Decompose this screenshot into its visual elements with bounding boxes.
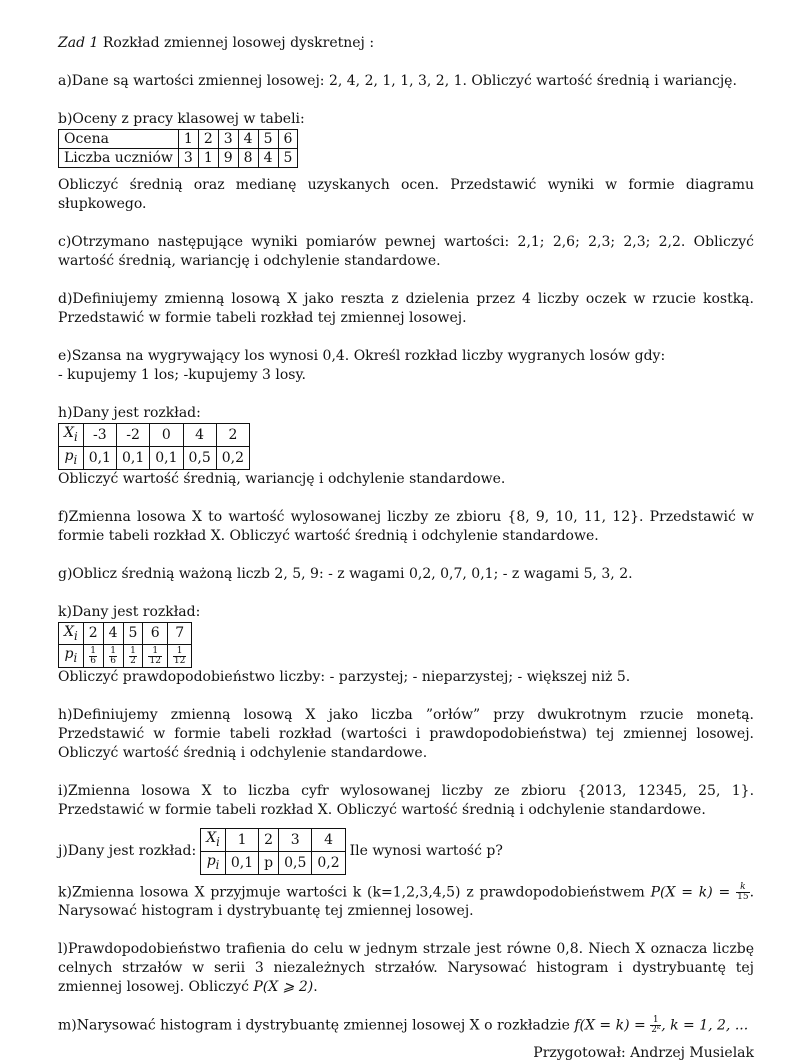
table-cell: 2: [216, 424, 249, 447]
table-cell: 4: [183, 424, 216, 447]
math-formula: f(X = k) =: [574, 1017, 651, 1034]
task-j-question: Ile wynosi wartość p?: [349, 843, 503, 860]
table-cell: 5: [258, 130, 278, 149]
fraction: $\frac{1}{\text{2ᵏ}}$: [651, 1015, 661, 1036]
table-row: [59, 149, 298, 168]
table-cell: 0,1: [150, 446, 183, 469]
zad-label: Zad 1: [58, 35, 99, 51]
table-cell: 8: [238, 149, 258, 168]
table-cell: p: [259, 851, 279, 874]
table-cell: 0,1: [225, 851, 258, 874]
table-row: [201, 829, 345, 852]
table-cell: 4: [238, 130, 258, 149]
title-text: Rozkład zmiennej losowej dyskretnej :: [98, 35, 375, 51]
table-cell: [143, 645, 167, 668]
table-cell: 3: [218, 130, 238, 149]
table-cell: 9: [218, 149, 238, 168]
table-cell: -3: [83, 424, 116, 447]
table-cell: 5: [278, 149, 298, 168]
distribution-table-j: [200, 828, 345, 875]
table-cell: 2: [259, 829, 279, 852]
table-row-label: Ocena: [59, 130, 179, 149]
table-row: [59, 645, 192, 668]
table-row: [201, 851, 345, 874]
grades-table: [58, 129, 298, 168]
table-cell: 2: [198, 130, 218, 149]
task-h2: h)Definiujemy zmienną losową X jako liczba ”orłów” przy dwukrotnym rzucie monetą. Przedstawić w formie tabeli rozkład (wartości i prawdopodobieństwa) tej zmiennej losowej. Obliczyć wartość średnią i odchylenie standardowe.: [58, 707, 754, 762]
task-i: i)Zmienna losowa X to liczba cyfr wylosowanej liczby ze zbioru {2013, 12345, 25, 1}. Przedstawić w formie tabeli rozkład X. Obliczyć wartość średnią i odchylenie standardowe.: [58, 783, 755, 819]
math-set: {8, 9, 10, 11, 12}: [507, 508, 640, 525]
table-cell: 0,5: [183, 446, 216, 469]
task-g: g)Oblicz średnią ważoną liczb 2, 5, 9: - z wagami 0,2, 0,7, 0,1; - z wagami 5, 3, 2.: [58, 565, 633, 582]
table-cell: 0: [150, 424, 183, 447]
task-h1-intro: h)Dany jest rozkład:: [58, 405, 201, 421]
fraction: $\frac{1}{6}$: [90, 645, 97, 666]
table-cell: [123, 645, 143, 668]
distribution-table-k: [58, 622, 192, 669]
table-cell: 0,1: [116, 446, 149, 469]
table-cell: 1: [225, 829, 258, 852]
table-cell: 0,5: [279, 851, 312, 874]
table-row-label: $p_i$: [59, 645, 84, 668]
table-row: [59, 130, 298, 149]
task-e-line2: - kupujemy 1 los; -kupujemy 3 losy.: [58, 367, 306, 383]
task-e-line1: e)Szansa na wygrywający los wynosi 0,4. Określ rozkład liczby wygranych losów gdy:: [58, 348, 666, 364]
math-set: {2013, 12345, 25, 1}: [577, 783, 750, 800]
table-cell: 3: [178, 149, 198, 168]
document-title: [58, 34, 754, 53]
table-row-label: $p_i$: [201, 851, 226, 874]
fraction: $\frac{1}{6}$: [110, 645, 116, 666]
table-cell: 0,1: [83, 446, 116, 469]
fraction: $\frac{k}{15}$: [737, 881, 749, 902]
task-j-intro: j)Dany jest rozkład:: [58, 843, 197, 860]
table-cell: 1: [198, 149, 218, 168]
task-d: d)Definiujemy zmienną losową X jako reszta z dzielenia przez 4 liczby oczek w rzucie kostką. Przedstawić w formie tabeli rozkład tej zmiennej losowej.: [58, 291, 754, 326]
table-row: [59, 446, 250, 469]
task-m: m)Narysować histogram i dystrybuantę zmiennej losowej X o rozkładzie f(X = k) = $\frac{1}{\text{2ᵏ}}$ , k = 1, 2, ...: [58, 1015, 749, 1036]
table-cell: [103, 645, 123, 668]
table-row: [59, 424, 250, 447]
table-cell: 2: [83, 622, 103, 645]
math-formula: P(X = k) =: [650, 884, 737, 901]
table-cell: 3: [279, 829, 312, 852]
math-formula: P(X ⩾ 2): [253, 979, 314, 996]
table-cell: 5: [123, 622, 143, 645]
table-cell: 0,2: [312, 851, 345, 874]
task-j: [58, 828, 754, 875]
fraction: $\frac{1}{2}$: [130, 645, 136, 666]
table-cell: -2: [116, 424, 149, 447]
author-signature: Przygotował: Andrzej Musielak: [533, 1044, 754, 1061]
table-row-label: Liczba uczniów: [59, 149, 179, 168]
table-cell: 6: [143, 622, 167, 645]
table-cell: 6: [278, 130, 298, 149]
task-a: a)Dane są wartości zmiennej losowej: 2, 4, 2, 1, 1, 3, 2, 1. Obliczyć wartość średnią i wariancję.: [58, 73, 737, 89]
table-cell: [83, 645, 103, 668]
table-row-label: $p_i$: [59, 446, 84, 469]
table-cell: 1: [178, 130, 198, 149]
document-page: [58, 34, 754, 1063]
task-k2: k)Zmienna losowa X przyjmuje wartości k (k=1,2,3,4,5) z prawdopodobieństwem P(X = k) = $\frac{k}{15}$ . Narysować histogram i dystrybuantę tej zmiennej losowej.: [58, 881, 755, 920]
task-f: f)Zmienna losowa X to wartość wylosowanej liczby ze zbioru {8, 9, 10, 11, 12}. Przedstawić w formie tabeli rozkład X. Obliczyć wartość średnią i odchylenie standardowe.: [58, 508, 755, 544]
table-cell: 4: [103, 622, 123, 645]
task-b-text: Obliczyć średnią oraz medianę uzyskanych ocen. Przedstawić wyniki w formie diagramu słupkowego.: [58, 177, 754, 212]
task-b-intro: b)Oceny z pracy klasowej w tabeli:: [58, 111, 305, 127]
table-cell: 7: [167, 622, 191, 645]
fraction: $\frac{1}{12}$: [173, 645, 186, 666]
task-h1-text: Obliczyć wartość średnią, wariancję i odchylenie standardowe.: [58, 470, 506, 487]
task-k1-intro: k)Dany jest rozkład:: [58, 603, 201, 620]
table-cell: 4: [312, 829, 345, 852]
task-l: l)Prawdopodobieństwo trafienia do celu w jednym strzale jest równe 0,8. Niech X oznacza liczbę celnych strzałów w serii 3 niezależnych strzałów. Narysować histogram i dystrybuantę tej zmiennej losowej. Obliczyć P(X ⩾ 2).: [58, 941, 754, 996]
table-cell: 4: [258, 149, 278, 168]
table-cell: 0,2: [216, 446, 249, 469]
task-c: c)Otrzymano następujące wyniki pomiarów pewnej wartości: 2,1; 2,6; 2,3; 2,3; 2,2. Obliczyć wartość średnią, wariancję i odchylenie standardowe.: [58, 234, 754, 269]
table-row: [59, 622, 192, 645]
fraction: $\frac{1}{12}$: [149, 645, 161, 666]
table-row-label: $X_i$: [59, 622, 84, 645]
table-cell: [167, 645, 191, 668]
table-row-label: $X_i$: [201, 829, 226, 852]
task-k1-text: Obliczyć prawdopodobieństwo liczby: - parzystej; - nieparzystej; - większej niż 5.: [58, 669, 631, 686]
distribution-table-h: [58, 423, 250, 470]
table-row-label: $X_i$: [59, 424, 84, 447]
